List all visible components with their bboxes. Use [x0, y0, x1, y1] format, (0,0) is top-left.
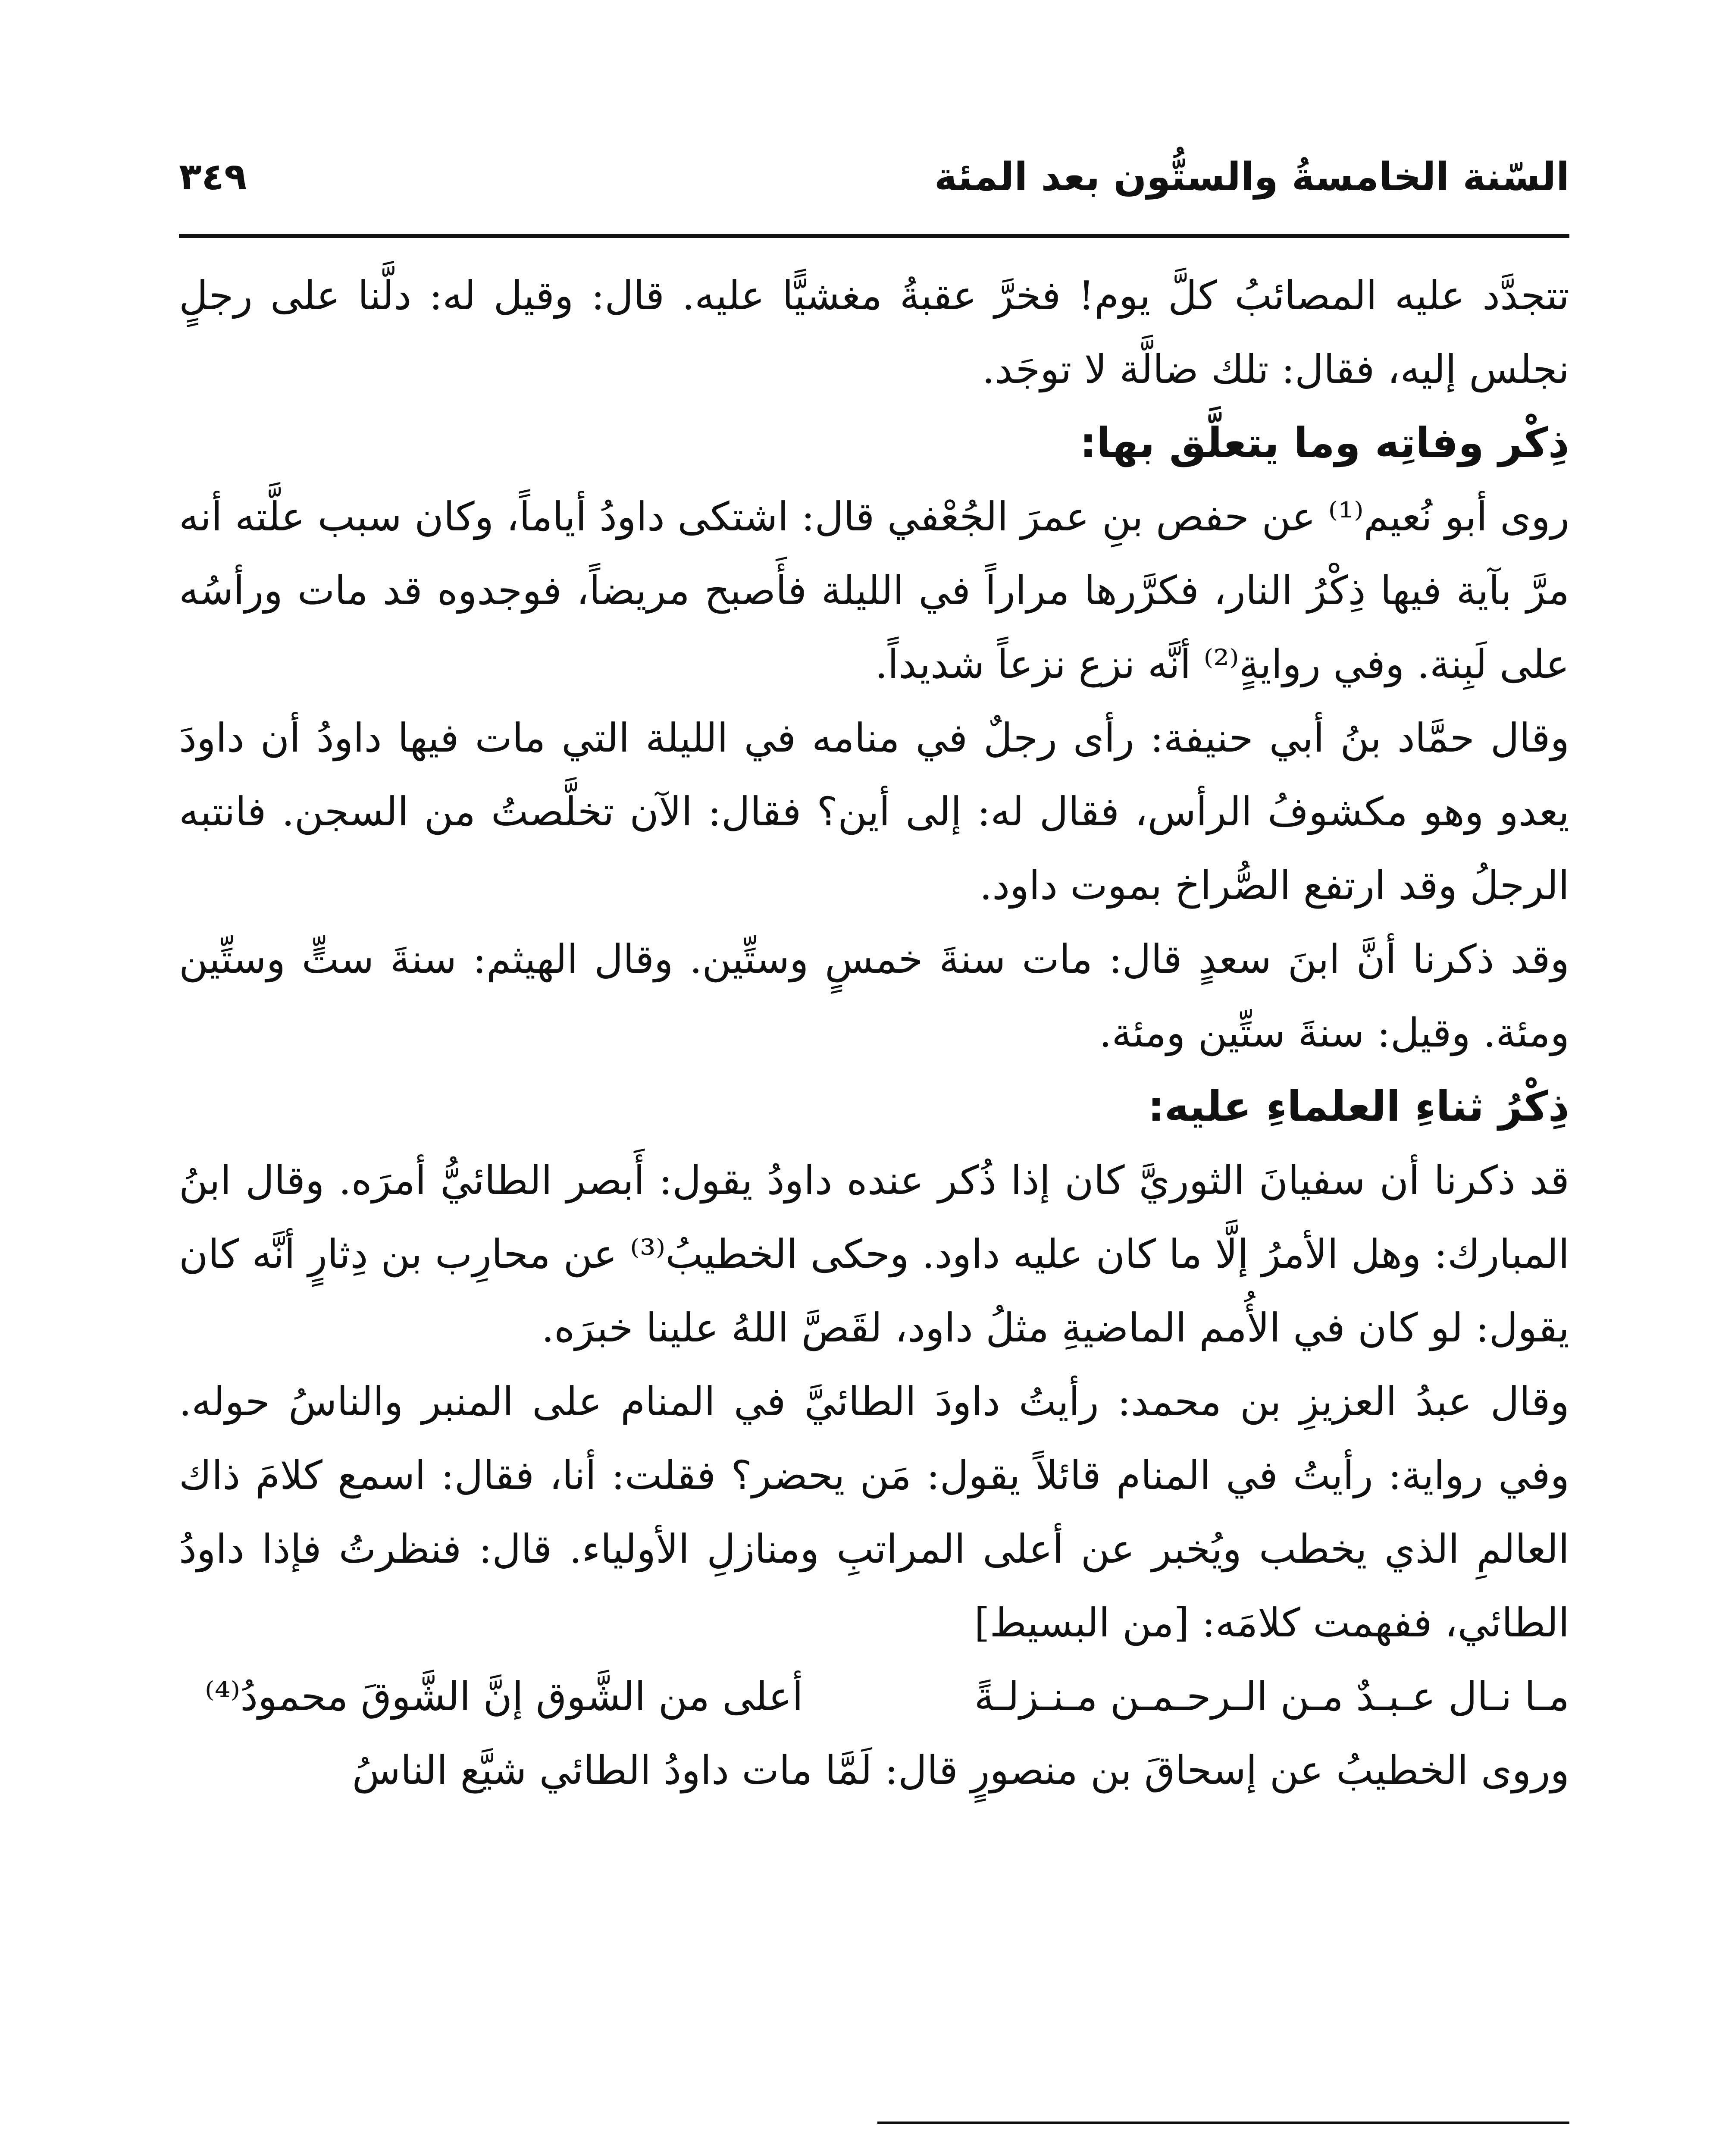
paragraph: تتجدَّد عليه المصائبُ كلَّ يوم! فخرَّ عقبةُ مغشيًّا عليه. قال: وقيل له: دلَّنا على رجلٍ نجلس إليه، فقال: تلك ضالَّة لا توجَد.: [179, 273, 1569, 392]
paragraph: روى أبو نُعيم⁽¹⁾ عن حفص بنِ عمرَ الجُعْفي قال: اشتكى داودُ أياماً، وكان سبب علَّته أنه مرَّ بآية فيها ذِكْرُ النار، فكرَّرها مراراً في الليلة فأَصبح مريضاً، فوجدوه قد مات ورأسُه على لَبِنة. وفي روايةٍ⁽²⁾ أنَّه نزع نزعاً شديداً.: [179, 494, 1570, 687]
paragraph: وقال عبدُ العزيزِ بن محمد: رأيتُ داودَ الطائيَّ في المنام على المنبر والناسُ حوله. وفي رواية: رأيتُ في المنام قائلاً يقول: مَن يحضر؟ فقلت: أنا، فقال: اسمع كلامَ ذاك العالمِ الذي يخطب ويُخبر عن أعلى المراتبِ ومنازلِ الأولياء. قال: فنظرتُ فإذا داودُ الطائي، ففهمت كلامَه: [من البسيط]: [179, 1379, 1569, 1646]
verse-second-hemistich: أعلى من الشَّوق إنَّ الشَّوقَ محمودُ⁽⁴⁾: [205, 1673, 803, 1720]
page-header: [179, 142, 1569, 211]
section-heading: ذِكْر وفاتِه وما يتعلَّق بها:: [1080, 419, 1569, 467]
body-text: [179, 259, 1569, 1807]
paragraph: وروى الخطيبُ عن إسحاقَ بن منصورٍ قال: لَمَّا مات داودُ الطائي شيَّع الناسُ: [352, 1747, 1569, 1793]
section-heading: ذِكْرُ ثناءِ العلماءِ عليه:: [1148, 1082, 1569, 1131]
paragraph: قد ذكرنا أن سفيانَ الثوريَّ كان إذا ذُكر عنده داودُ يقول: أَبصر الطائيُّ أمرَه. وقال ابنُ المبارك: وهل الأمرُ إلَّا ما كان عليه داود. وحكى الخطيبُ⁽³⁾ عن محارِب بن دِثارٍ أنَّه كان يقول: لو كان في الأُمم الماضيةِ مثلُ داود، لقَصَّ اللهُ علينا خبرَه.: [179, 1157, 1570, 1351]
poetry-verse: [179, 1660, 1569, 1733]
footnote-rule: [877, 2122, 1569, 2124]
running-title: السّنة الخامسةُ والستُّون بعد المئة: [934, 154, 1569, 200]
paragraph: وقد ذكرنا أنَّ ابنَ سعدٍ قال: مات سنةَ خمسٍ وستِّين. وقال الهيثم: سنةَ ستٍّ وستِّين ومئة. وقيل: سنةَ ستِّين ومئة.: [179, 936, 1569, 1056]
paragraph: وقال حمَّاد بنُ أبي حنيفة: رأى رجلٌ في منامه في الليلة التي مات فيها داودُ أن داودَ يعدو وهو مكشوفُ الرأس، فقال له: إلى أين؟ فقال: الآن تخلَّصتُ من السجن. فانتبه الرجلُ وقد ارتفع الصُّراخ بموت داود.: [179, 715, 1569, 909]
verse-first-hemistich: مـا نـال عـبـدٌ مـن الـرحـمـن مـنـزلـةً: [974, 1673, 1569, 1720]
page-number: ٣٤٩: [179, 155, 247, 198]
header-rule: [179, 234, 1569, 238]
